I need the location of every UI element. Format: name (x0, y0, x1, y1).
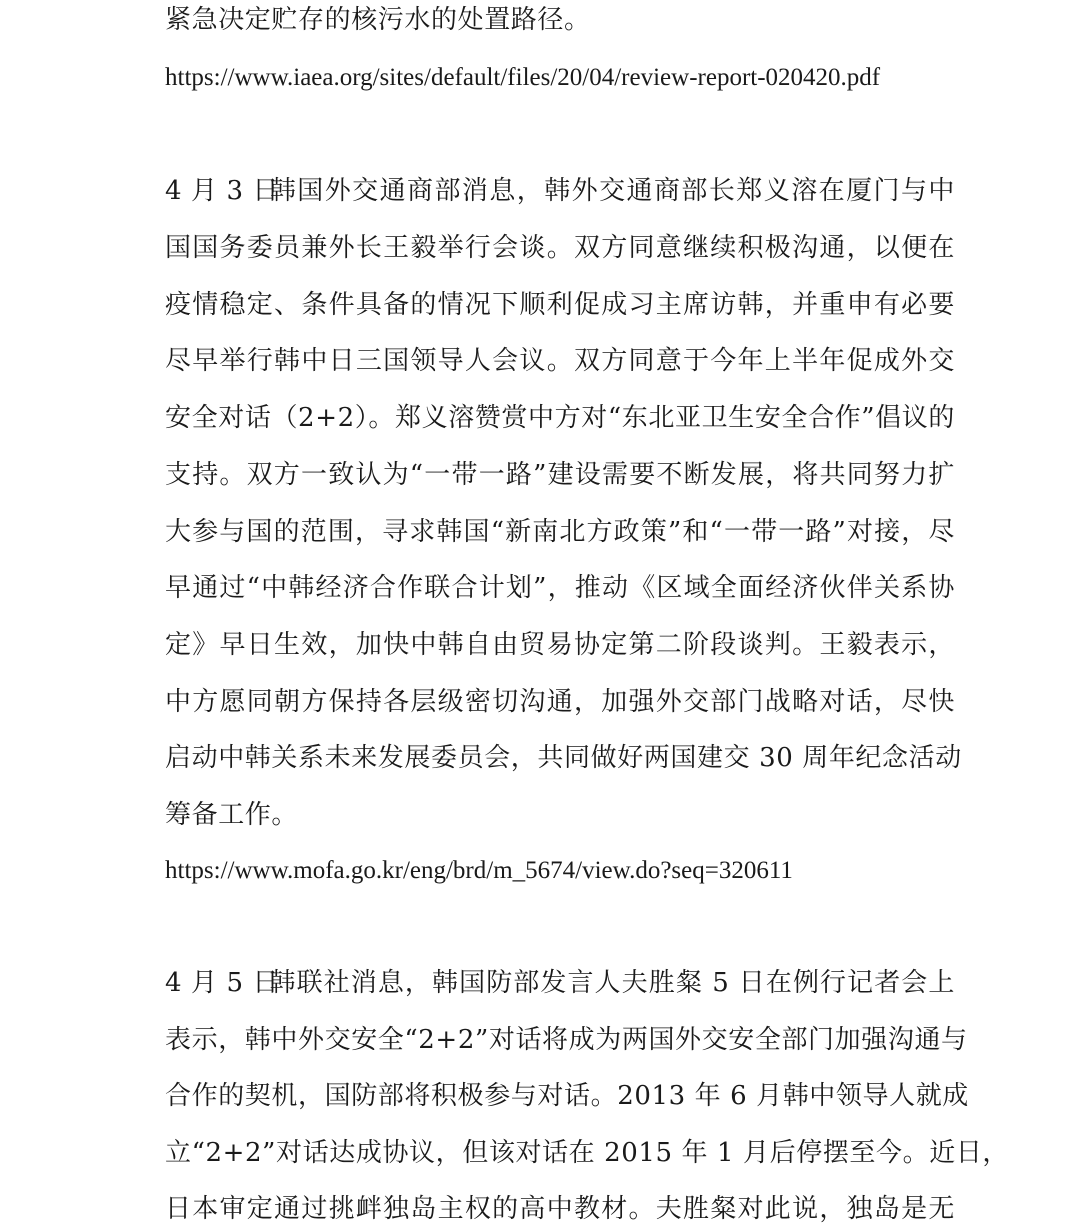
paragraph-text: 韩联社消息，韩国防部发言人夫胜粲 5 日在例行记者会上 (269, 968, 955, 998)
paragraph-line: 尽早举行韩中日三国领导人会议。双方同意于今年上半年促成外交 (165, 346, 955, 376)
paragraph-line: 安全对话（2+2）。郑义溶赞赏中方对“东北亚卫生安全合作”倡议的 (165, 403, 955, 433)
source-link-row (165, 850, 955, 890)
paragraph-line (165, 171, 955, 211)
paragraph-line: 支持。双方一致认为“一带一路”建设需要不断发展，将共同努力扩 (165, 460, 955, 490)
paragraph-line: 大参与国的范围，寻求韩国“新南北方政策”和“一带一路”对接，尽 (165, 517, 955, 547)
paragraph-text: 韩国外交通商部消息，韩外交通商部长郑义溶在厦门与中 (269, 176, 955, 206)
paragraph-line: 紧急决定贮存的核污水的处置路径。 (165, 5, 591, 35)
paragraph-line: 立“2+2”对话达成协议，但该对话在 2015 年 1 月后停摆至今。近日， (165, 1138, 1010, 1168)
paragraph-line: 合作的契机，国防部将积极参与对话。2013 年 6 月韩中领导人就成 (165, 1081, 969, 1111)
paragraph-line: 国国务委员兼外长王毅举行会谈。双方同意继续积极沟通，以便在 (165, 233, 955, 263)
paragraph-line: 日本审定通过挑衅独岛主权的高中教材。夫胜粲对此说，独岛是无 (165, 1194, 955, 1224)
source-link-row (165, 57, 955, 97)
paragraph-line: 中方愿同朝方保持各层级密切沟通，加强外交部门战略对话，尽快 (165, 687, 955, 717)
paragraph-line: 筹备工作。 (165, 800, 299, 830)
paragraph-line (165, 963, 955, 1003)
entry-date: 4 月 3 日 (165, 176, 280, 206)
paragraph-line: 启动中韩关系未来发展委员会，共同做好两国建交 30 周年纪念活动 (165, 743, 962, 773)
entry-date: 4 月 5 日 (165, 968, 280, 998)
paragraph-line: 定》早日生效，加快中韩自由贸易协定第二阶段谈判。王毅表示， (165, 630, 955, 660)
paragraph-line: 疫情稳定、条件具备的情况下顺利促成习主席访韩，并重申有必要 (165, 290, 955, 320)
source-link[interactable]: https://www.mofa.go.kr/eng/brd/m_5674/view.do?seq=320611 (165, 857, 793, 884)
paragraph-line: 表示，韩中外交安全“2+2”对话将成为两国外交安全部门加强沟通与 (165, 1025, 968, 1055)
paragraph-line: 早通过“中韩经济合作联合计划”，推动《区域全面经济伙伴关系协 (165, 573, 955, 603)
source-link[interactable]: https://www.iaea.org/sites/default/files/20/04/review-report-020420.pdf (165, 64, 881, 91)
